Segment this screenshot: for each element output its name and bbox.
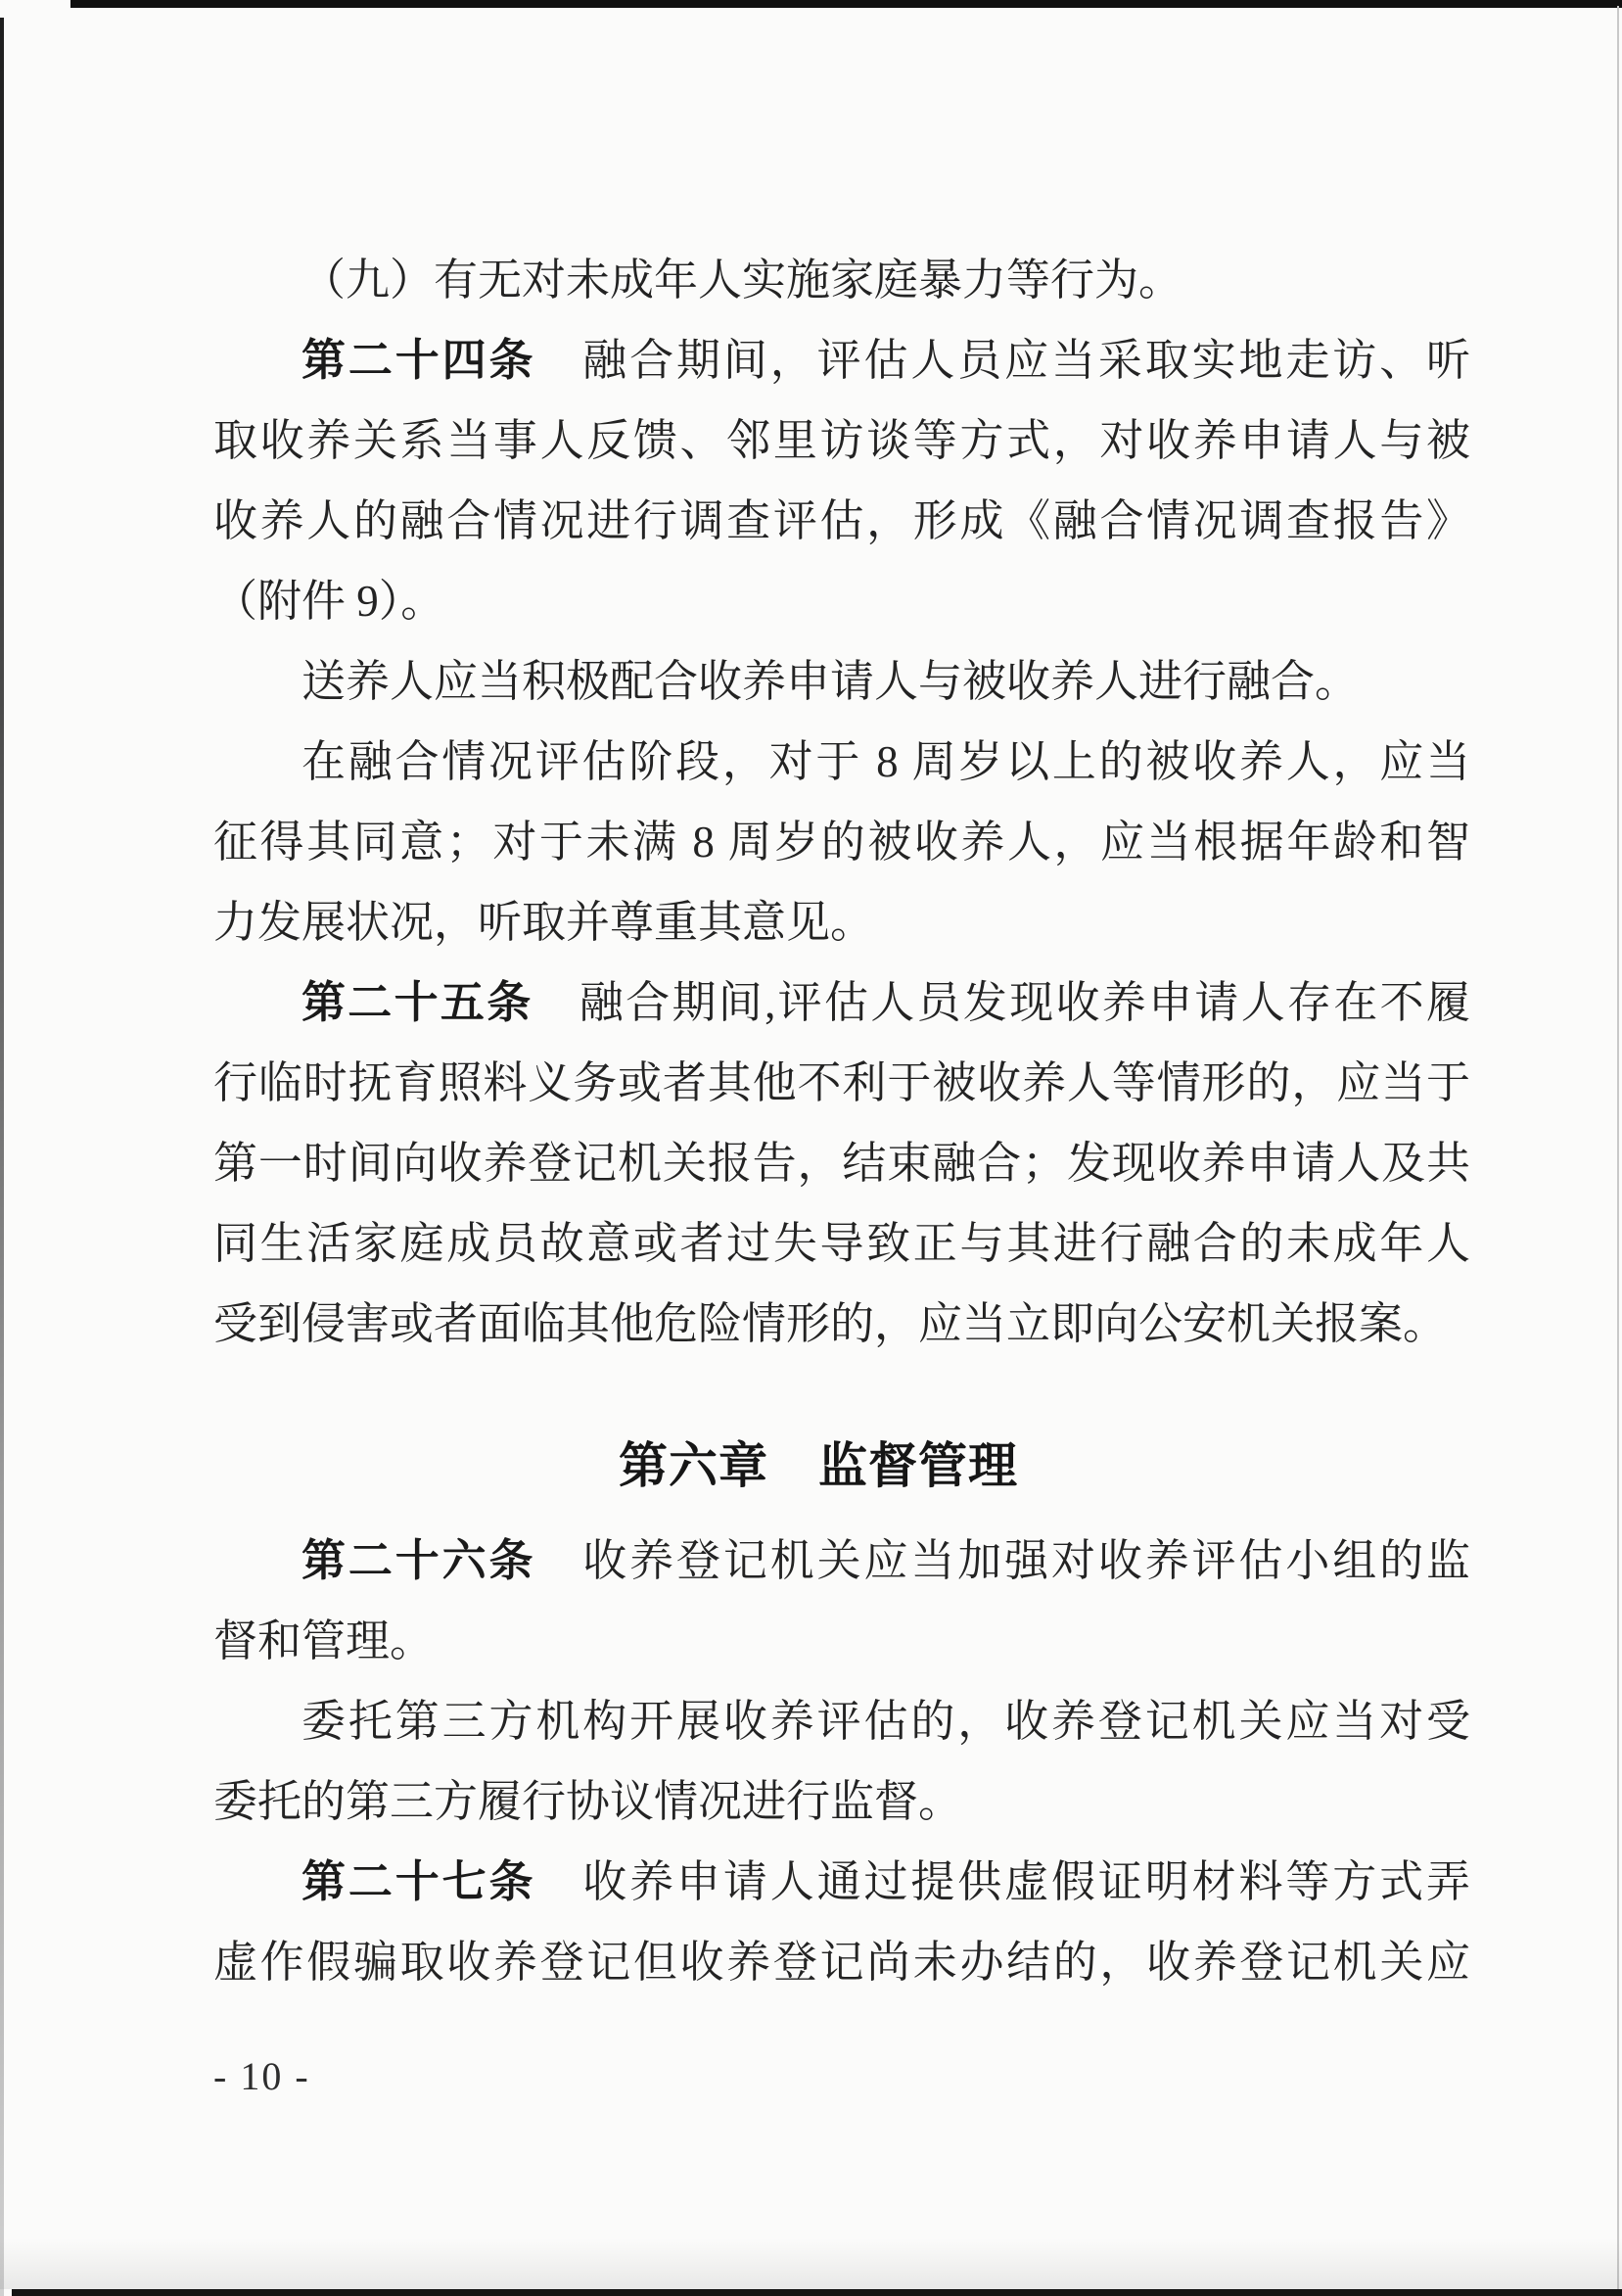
scan-edge-top xyxy=(70,0,1622,8)
scan-edge-right xyxy=(1617,6,1619,2296)
article-number: 第二十七条 xyxy=(301,1856,536,1906)
body-line: 同生活家庭成员故意或者过失导致正与其进行融合的未成年人 xyxy=(213,1219,1470,1268)
body-line: 虚作假骗取收养登记但收养登记尚未办结的，收养登记机关应 xyxy=(213,1938,1470,1987)
body-line: 力发展状况，听取并尊重其意见。 xyxy=(213,898,875,947)
document-body xyxy=(213,240,1470,2002)
body-line: 受到侵害或者面临其他危险情形的，应当立即向公安机关报案。 xyxy=(213,1299,1448,1348)
article-number: 第二十六条 xyxy=(301,1535,536,1585)
body-line: 第一时间向收养登记机关报告，结束融合；发现收养申请人及共 xyxy=(213,1139,1470,1188)
body-line: 送养人应当积极配合收养申请人与被收养人进行融合。 xyxy=(301,657,1360,706)
body-line: 行临时抚育照料义务或者其他不利于被收养人等情形的，应当于 xyxy=(213,1058,1470,1107)
body-line xyxy=(213,1521,1470,1601)
body-line xyxy=(213,320,1470,400)
body-line-text: 融合期间，评估人员应当采取实地走访、听 xyxy=(535,336,1470,385)
body-line-text: 收养申请人通过提供虚假证明材料等方式弄 xyxy=(535,1857,1470,1906)
scan-edge-bottom xyxy=(12,2289,1622,2296)
body-line xyxy=(213,962,1470,1043)
body-line: （附件 9）。 xyxy=(213,577,445,626)
article-number: 第二十四条 xyxy=(301,335,536,385)
body-line: （九）有无对未成年人实施家庭暴力等行为。 xyxy=(301,256,1183,305)
body-line: 委托第三方机构开展收养评估的，收养登记机关应当对受 xyxy=(301,1697,1470,1746)
article-number: 第二十五条 xyxy=(301,977,533,1027)
body-line: 督和管理。 xyxy=(213,1617,435,1665)
body-line: 征得其同意；对于未满 8 周岁的被收养人，应当根据年龄和智 xyxy=(213,818,1470,867)
scan-edge-left xyxy=(0,18,4,2296)
body-line xyxy=(213,1842,1470,1922)
scan-shadow-bottom xyxy=(0,2238,1622,2289)
body-line-text: 收养登记机关应当加强对收养评估小组的监 xyxy=(535,1536,1470,1585)
body-line: 在融合情况评估阶段，对于 8 周岁以上的被收养人，应当 xyxy=(301,737,1470,786)
body-line: 取收养关系当事人反馈、邻里访谈等方式，对收养申请人与被 xyxy=(213,416,1470,465)
page-number: - 10 - xyxy=(213,2054,310,2098)
chapter-heading: 第六章 监督管理 xyxy=(619,1438,1018,1493)
body-line: 收养人的融合情况进行调查评估，形成《融合情况调查报告》 xyxy=(213,496,1470,545)
body-line-text: 融合期间,评估人员发现收养申请人存在不履 xyxy=(533,978,1470,1027)
body-line: 委托的第三方履行协议情况进行监督。 xyxy=(213,1777,963,1826)
